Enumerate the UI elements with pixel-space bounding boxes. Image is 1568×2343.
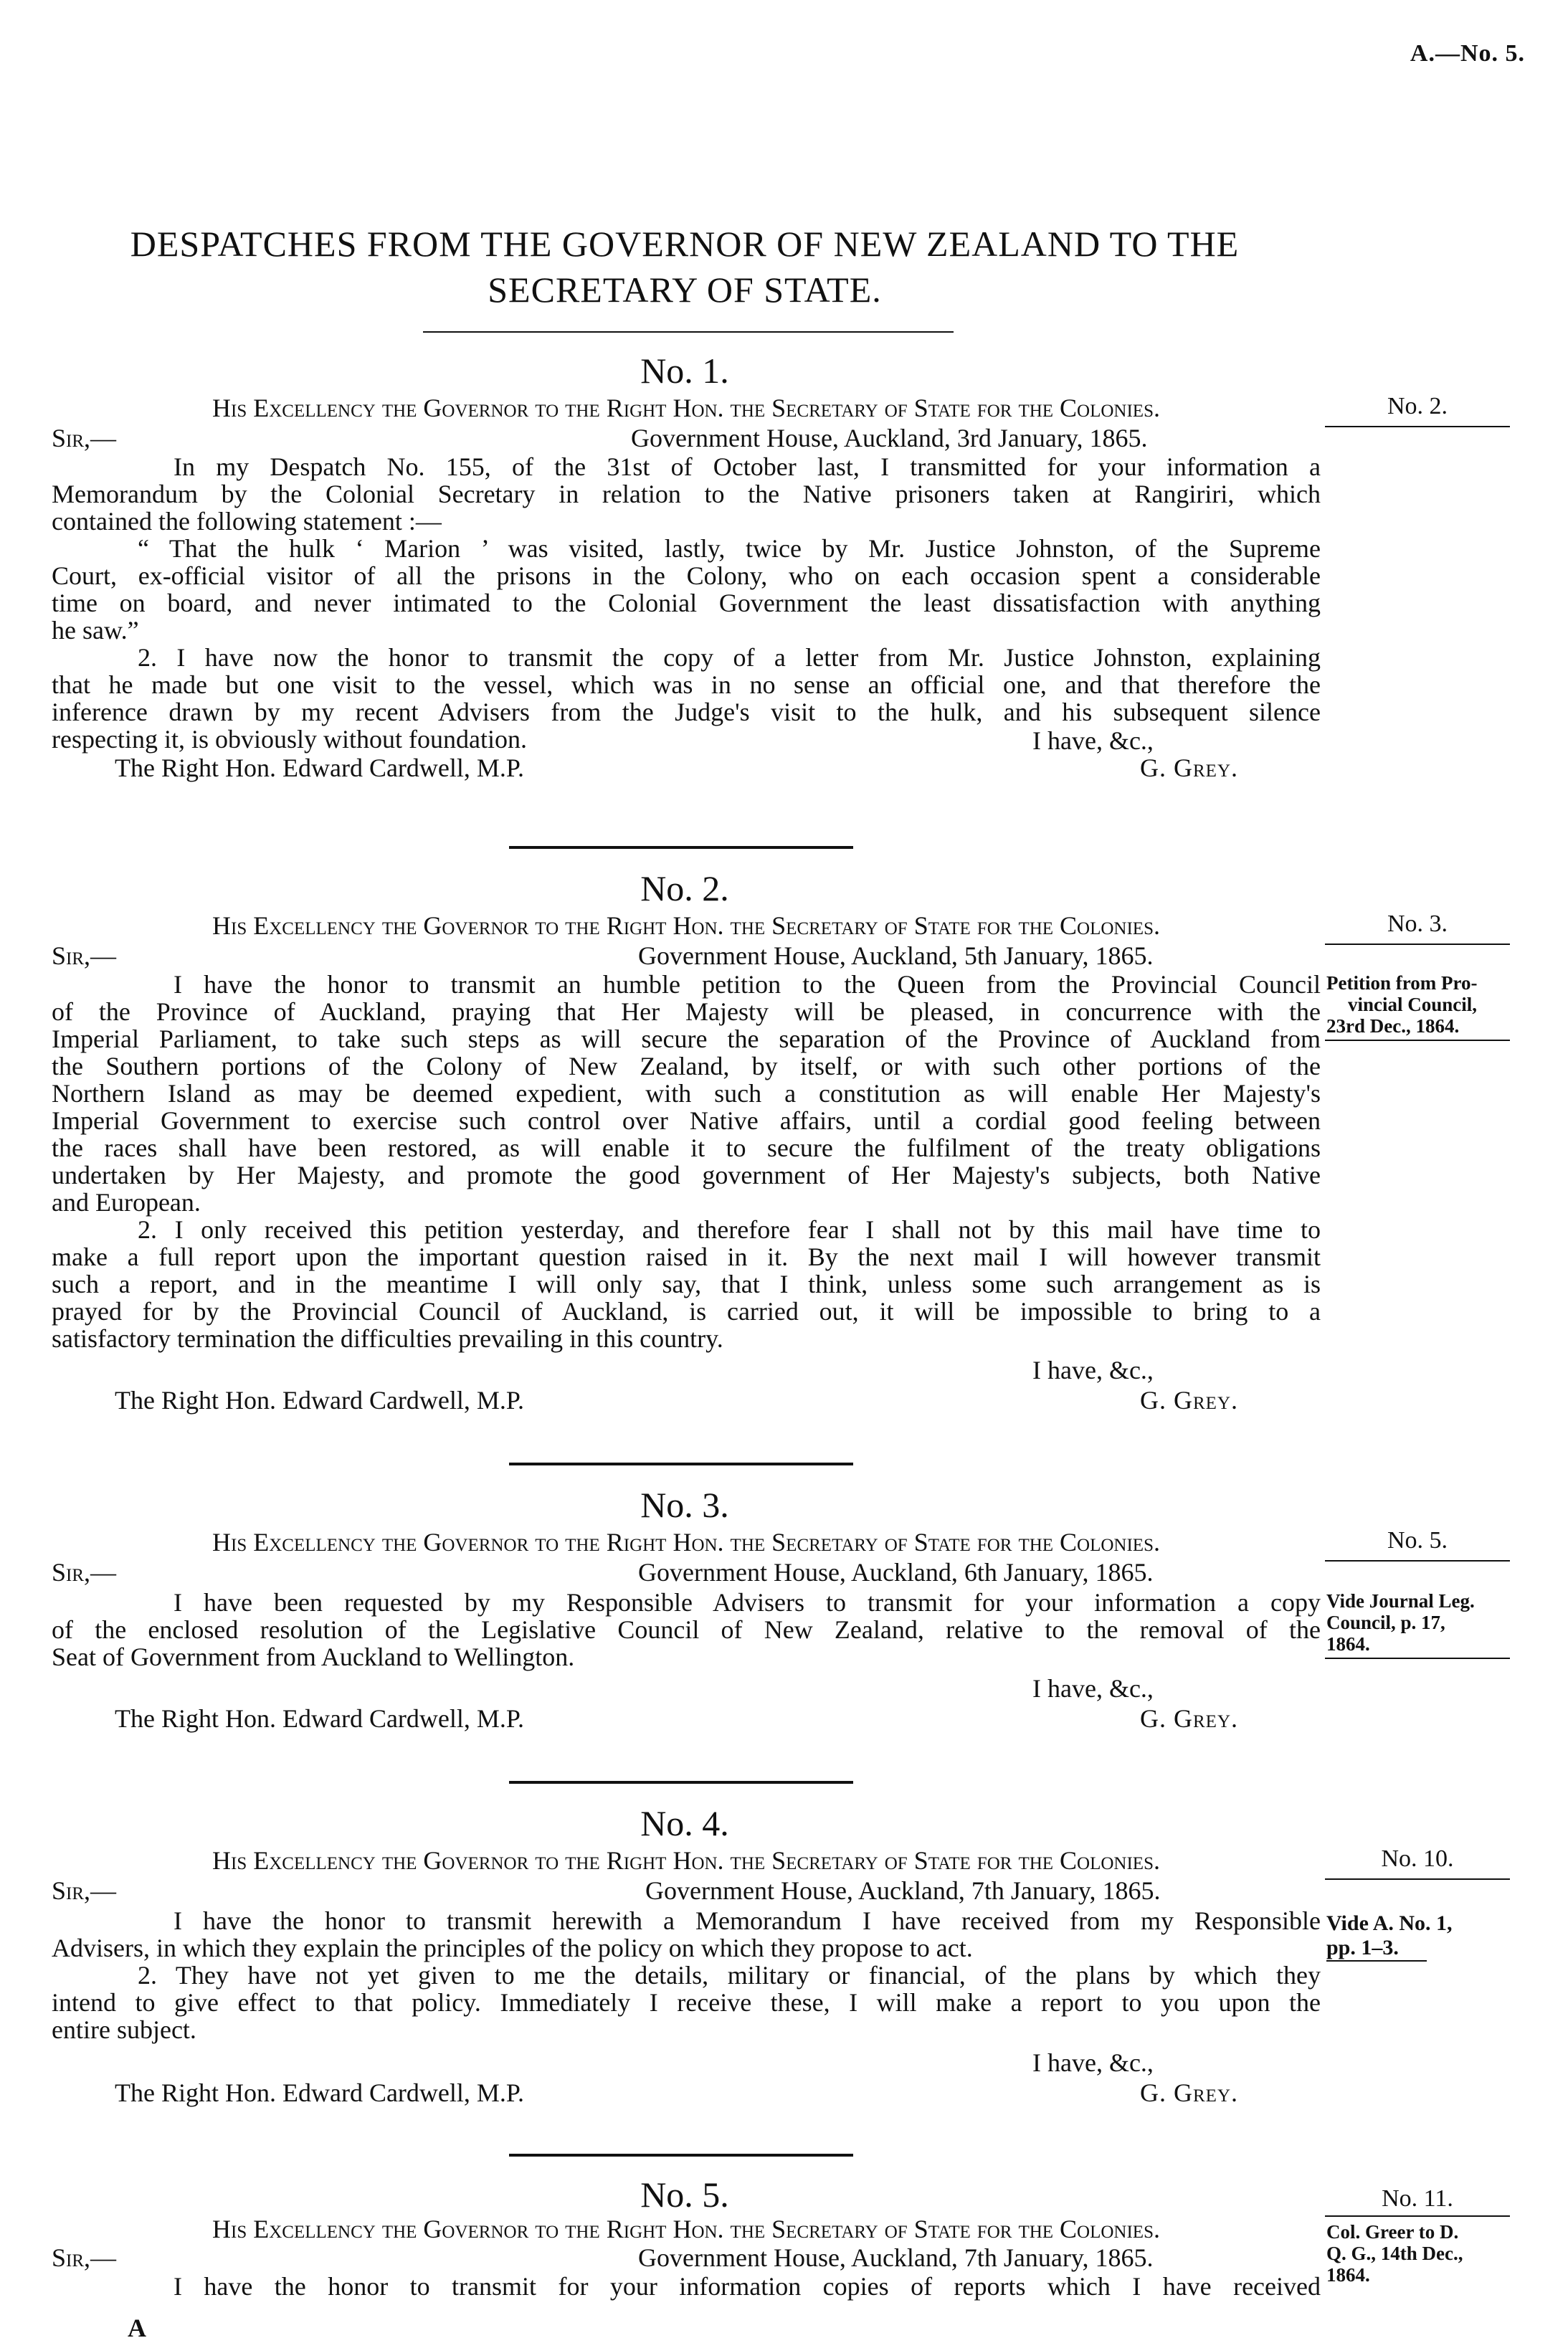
margin-rule xyxy=(1325,1878,1510,1880)
margin-note-line: 23rd Dec., 1864. xyxy=(1326,1015,1460,1037)
body-line: Imperial Government to exercise such control over Native affairs, until a cordial good feeling between xyxy=(52,1106,1321,1135)
body-line: and European. xyxy=(52,1188,201,1217)
margin-rule xyxy=(1325,426,1510,427)
body-line: In my Despatch No. 155, of the 31st of October last, I transmitted for your information a xyxy=(174,452,1321,481)
title-rule xyxy=(423,331,954,333)
body-line: I have the honor to transmit an humble petition to the Queen from the Provincial Council xyxy=(174,970,1321,999)
body-line: the races shall have been restored, as will enable it to secure the fulfilment of the treaty obligations xyxy=(52,1134,1321,1162)
despatch-intro: His Excellency the Governor to the Right Hon. the Secretary of State for the Colonies. xyxy=(212,2215,1160,2243)
margin-rule xyxy=(1325,2215,1510,2217)
addressee: The Right Hon. Edward Cardwell, M.P. xyxy=(115,754,524,782)
margin-note-line: vincial Council, xyxy=(1348,994,1478,1015)
body-line: of the enclosed resolution of the Legislative Council of New Zealand, relative to the removal of the xyxy=(52,1615,1321,1644)
margin-rule xyxy=(1325,1040,1510,1041)
margin-note-line: Col. Greer to D. xyxy=(1326,2221,1459,2243)
dateline: Government House, Auckland, 3rd January, 1865. xyxy=(631,424,1148,452)
body-line: intend to give effect to that policy. Immediately I receive these, I will make a report to you upon the xyxy=(52,1988,1321,2017)
body-line: Court, ex-official visitor of all the prisons in the Colony, who on each occasion spent a considerable xyxy=(52,561,1321,590)
dateline: Government House, Auckland, 5th January, 1865. xyxy=(638,941,1154,970)
margin-number: No. 5. xyxy=(1387,1527,1448,1554)
body-line: such a report, and in the meantime I will only say, that I think, unless some such arrangement as is xyxy=(52,1270,1321,1298)
addressee: The Right Hon. Edward Cardwell, M.P. xyxy=(115,2078,524,2107)
margin-note xyxy=(1326,1590,1513,1655)
body-line: prayed for by the Provincial Council of Auckland, is carried out, it will be impossible to bring to a xyxy=(52,1297,1321,1326)
section-rule xyxy=(509,846,853,849)
closing: I have, &c., xyxy=(1032,2048,1154,2077)
salutation: Sir,— xyxy=(52,424,117,452)
body-line: Seat of Government from Auckland to Wellington. xyxy=(52,1643,575,1671)
body-line: undertaken by Her Majesty, and promote the good government of Her Majesty's subjects, both Native xyxy=(52,1161,1321,1189)
margin-number: No. 3. xyxy=(1387,911,1448,937)
margin-rule xyxy=(1325,944,1510,945)
margin-note xyxy=(1326,1911,1513,1960)
body-line: time on board, and never intimated to the Colonial Government the least dissatisfaction with anything xyxy=(52,589,1321,617)
margin-note-line: 1864. xyxy=(1326,2264,1370,2286)
margin-rule xyxy=(1325,1560,1510,1562)
signature: G. Grey. xyxy=(1140,1704,1238,1733)
margin-note-line: Q. G., 14th Dec., xyxy=(1326,2243,1463,2264)
closing: I have, &c., xyxy=(1032,1674,1154,1703)
margin-rule xyxy=(1325,1658,1510,1659)
despatch-heading: No. 2. xyxy=(640,868,729,908)
salutation: Sir,— xyxy=(52,941,117,970)
margin-number: No. 2. xyxy=(1387,393,1448,419)
section-rule xyxy=(509,1781,853,1784)
signature: G. Grey. xyxy=(1140,1386,1238,1415)
despatch-heading: No. 4. xyxy=(640,1803,729,1843)
despatch-heading: No. 5. xyxy=(640,2175,729,2215)
signature: G. Grey. xyxy=(1140,754,1238,782)
body-line: Advisers, in which they explain the principles of the policy on which they propose to act. xyxy=(52,1934,973,1962)
margin-note xyxy=(1326,2221,1513,2286)
body-line: make a full report upon the important question raised in it. By the next mail I will however transmit xyxy=(52,1242,1321,1271)
salutation: Sir,— xyxy=(52,2243,117,2272)
margin-number: No. 10. xyxy=(1381,1845,1454,1872)
margin-note xyxy=(1326,972,1513,1037)
body-line: Northern Island as may be deemed expedient, with such a constitution as will enable Her Majesty's xyxy=(52,1079,1321,1108)
body-line: I have the honor to transmit for your information copies of reports which I have received xyxy=(174,2272,1321,2301)
body-line: Imperial Parliament, to take such steps as will secure the separation of the Province of Auckland from xyxy=(52,1025,1321,1053)
margin-note-line: Vide A. No. 1, xyxy=(1326,1911,1453,1935)
body-line: the Southern portions of the Colony of New Zealand, by itself, or with such other portions of the xyxy=(52,1052,1321,1080)
page-title: DESPATCHES FROM THE GOVERNOR OF NEW ZEALAND TO THE SECRETARY OF STATE. xyxy=(130,224,1240,310)
body-line: of the Province of Auckland, praying that Her Majesty will be pleased, in concurrence with the xyxy=(52,997,1321,1026)
body-line: that he made but one visit to the vessel, which was in no sense an official one, and that therefore the xyxy=(52,670,1321,699)
body-line: he saw.” xyxy=(52,616,139,645)
margin-note-line: Vide Journal Leg. xyxy=(1326,1590,1475,1612)
dateline: Government House, Auckland, 7th January, 1865. xyxy=(645,1876,1161,1905)
page-reference: A.—No. 5. xyxy=(1410,40,1525,67)
body-line: 2. I have now the honor to transmit the copy of a letter from Mr. Justice Johnston, explaining xyxy=(138,643,1321,672)
addressee: The Right Hon. Edward Cardwell, M.P. xyxy=(115,1386,524,1415)
margin-note-line: Council, p. 17, xyxy=(1326,1612,1445,1633)
signature: G. Grey. xyxy=(1140,2078,1238,2107)
salutation: Sir,— xyxy=(52,1876,117,1905)
despatch-heading: No. 1. xyxy=(640,351,729,391)
margin-note-line: Petition from Pro- xyxy=(1326,972,1478,994)
dateline: Government House, Auckland, 6th January, 1865. xyxy=(638,1558,1154,1587)
addressee: The Right Hon. Edward Cardwell, M.P. xyxy=(115,1704,524,1733)
body-line: satisfactory termination the difficulties prevailing in this country. xyxy=(52,1324,723,1353)
despatch-intro: His Excellency the Governor to the Right Hon. the Secretary of State for the Colonies. xyxy=(212,1846,1160,1875)
body-line: “ That the hulk ‘ Marion ’ was visited, lastly, twice by Mr. Justice Johnston, of the Supreme xyxy=(138,534,1321,563)
body-line: I have been requested by my Responsible Advisers to transmit for your information a copy xyxy=(174,1588,1321,1617)
footer-signature-mark: A xyxy=(128,2314,146,2342)
despatch-intro: His Excellency the Governor to the Right Hon. the Secretary of State for the Colonies. xyxy=(212,394,1160,422)
closing: I have, &c., xyxy=(1032,1356,1154,1384)
despatch-heading: No. 3. xyxy=(640,1485,729,1525)
body-line: inference drawn by my recent Advisers from the Judge's visit to the hulk, and his subsequent silence xyxy=(52,698,1321,726)
body-line: contained the following statement :— xyxy=(52,507,442,536)
dateline: Government House, Auckland, 7th January, 1865. xyxy=(638,2243,1154,2272)
margin-number: No. 11. xyxy=(1382,2185,1453,2212)
body-line: 2. I only received this petition yesterday, and therefore fear I shall not by this mail have time to xyxy=(138,1215,1321,1244)
body-line: entire subject. xyxy=(52,2015,196,2044)
section-rule xyxy=(509,2154,853,2157)
margin-rule xyxy=(1326,1960,1427,1962)
body-line: 2. They have not yet given to me the details, military or financial, of the plans by which they xyxy=(138,1961,1321,1990)
body-line: I have the honor to transmit herewith a Memorandum I have received from my Responsible xyxy=(174,1906,1321,1935)
closing: I have, &c., xyxy=(1032,726,1154,755)
despatch-intro: His Excellency the Governor to the Right Hon. the Secretary of State for the Colonies. xyxy=(212,911,1160,940)
body-line: Memorandum by the Colonial Secretary in relation to the Native prisoners taken at Rangiriri, which xyxy=(52,480,1321,508)
despatch-intro: His Excellency the Governor to the Right Hon. the Secretary of State for the Colonies. xyxy=(212,1528,1160,1557)
salutation: Sir,— xyxy=(52,1558,117,1587)
section-rule xyxy=(509,1463,853,1465)
body-line: respecting it, is obviously without foundation. xyxy=(52,725,527,754)
margin-note-line: 1864. xyxy=(1326,1633,1370,1655)
margin-note-line: pp. 1–3. xyxy=(1326,1936,1399,1959)
